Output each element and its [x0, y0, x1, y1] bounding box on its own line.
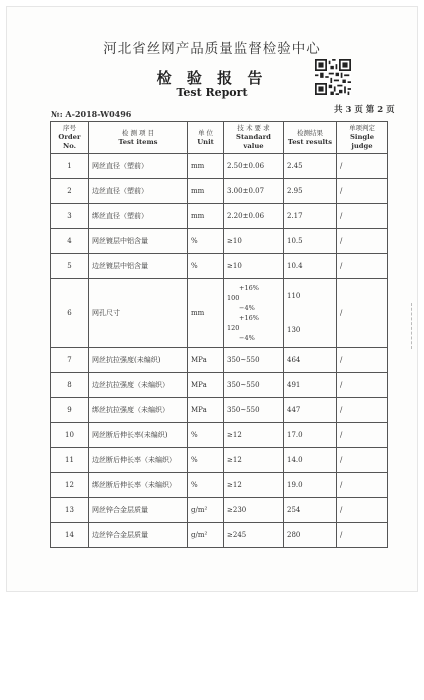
- cell-order-no: 2: [51, 179, 89, 204]
- result-value: 110: [287, 292, 301, 300]
- table-row: [51, 229, 388, 254]
- cell-result: 10.5: [284, 229, 337, 254]
- cell-judge: /: [337, 473, 388, 498]
- cell-order-no: 4: [51, 229, 89, 254]
- cell-order-no: 7: [51, 348, 89, 373]
- cell-test-item: 网丝镀层中铝含量: [89, 229, 188, 254]
- cell-judge: /: [337, 204, 388, 229]
- cell-standard-tolerance: [224, 279, 284, 348]
- cell-test-item: 边丝镀层中铝含量: [89, 254, 188, 279]
- cell-result: [284, 279, 337, 348]
- cell-order-no: 8: [51, 373, 89, 398]
- cell-unit: mm: [188, 279, 224, 348]
- blank-area: [0, 596, 424, 700]
- cell-result: 19.0: [284, 473, 337, 498]
- cell-judge: /: [337, 498, 388, 523]
- tolerance-plus: +16%: [239, 284, 259, 292]
- qr-code-icon: [315, 59, 351, 95]
- cell-test-item: 网丝直径（塑前）: [89, 154, 188, 179]
- cell-result: 14.0: [284, 448, 337, 473]
- cell-standard: ≥12: [224, 448, 284, 473]
- cell-result: 254: [284, 498, 337, 523]
- cell-judge: /: [337, 179, 388, 204]
- page-indicator: 共 3 页 第 2 页: [334, 105, 395, 115]
- cell-judge: /: [337, 523, 388, 548]
- cell-unit: %: [188, 448, 224, 473]
- header-standard-value: 技 术 要 求 Standard value: [224, 122, 284, 154]
- cell-standard: 350~550: [224, 373, 284, 398]
- header-single-judge: 单项判定 Single judge: [337, 122, 388, 154]
- cell-unit: MPa: [188, 373, 224, 398]
- cell-judge: /: [337, 154, 388, 179]
- cell-order-no: 1: [51, 154, 89, 179]
- cell-judge: /: [337, 229, 388, 254]
- table-row: [51, 179, 388, 204]
- cell-judge: /: [337, 279, 388, 348]
- table-row: [51, 279, 388, 348]
- cell-unit: %: [188, 423, 224, 448]
- cell-result: 17.0: [284, 423, 337, 448]
- cell-judge: /: [337, 448, 388, 473]
- tolerance-minus: −4%: [239, 304, 255, 312]
- table-header-row: [51, 122, 388, 154]
- report-title-cn: 检 验 报 告: [156, 69, 268, 87]
- cell-result: 464: [284, 348, 337, 373]
- cell-test-item: 边丝抗拉强度（未编织）: [89, 373, 188, 398]
- cell-judge: /: [337, 398, 388, 423]
- cell-result: 2.95: [284, 179, 337, 204]
- tolerance-plus: +16%: [239, 314, 259, 322]
- cell-standard: ≥10: [224, 229, 284, 254]
- cell-test-item: 边丝锌合金层质量: [89, 523, 188, 548]
- cell-result: 10.4: [284, 254, 337, 279]
- cell-test-item: 边丝断后伸长率（未编织）: [89, 448, 188, 473]
- cell-standard: 2.20±0.06: [224, 204, 284, 229]
- cell-test-item: 网孔尺寸: [89, 279, 188, 348]
- cell-judge: /: [337, 254, 388, 279]
- cell-result: 447: [284, 398, 337, 423]
- cell-standard: 350~550: [224, 348, 284, 373]
- cell-order-no: 5: [51, 254, 89, 279]
- cell-order-no: 9: [51, 398, 89, 423]
- cell-standard: 350~550: [224, 398, 284, 423]
- cell-unit: %: [188, 229, 224, 254]
- table-row: [51, 398, 388, 423]
- cell-result: 2.45: [284, 154, 337, 179]
- results-table: [50, 121, 388, 548]
- table-row: [51, 423, 388, 448]
- cell-test-item: 绑丝抗拉强度（未编织）: [89, 398, 188, 423]
- cell-unit: g/m²: [188, 498, 224, 523]
- cell-standard: ≥230: [224, 498, 284, 523]
- nominal-value: 120: [227, 324, 240, 332]
- cell-test-item: 绑丝断后伸长率（未编织）: [89, 473, 188, 498]
- header-order-no: 序号 Order No.: [51, 122, 89, 154]
- result-value: 130: [287, 326, 301, 334]
- cell-unit: MPa: [188, 348, 224, 373]
- cell-standard: 3.00±0.07: [224, 179, 284, 204]
- cell-unit: mm: [188, 179, 224, 204]
- cell-order-no: 6: [51, 279, 89, 348]
- perforation-seal-edge: [411, 303, 418, 349]
- cell-order-no: 3: [51, 204, 89, 229]
- table-row: [51, 154, 388, 179]
- cell-standard: ≥12: [224, 423, 284, 448]
- table-row: [51, 448, 388, 473]
- cell-standard: ≥12: [224, 473, 284, 498]
- cell-order-no: 11: [51, 448, 89, 473]
- table-row: [51, 373, 388, 398]
- header-test-items: 检 测 项 目 Test items: [89, 122, 188, 154]
- cell-test-item: 边丝直径（塑前）: [89, 179, 188, 204]
- cell-unit: MPa: [188, 398, 224, 423]
- cell-test-item: 绑丝直径（塑前）: [89, 204, 188, 229]
- cell-test-item: 网丝抗拉强度(未编织): [89, 348, 188, 373]
- table-row: [51, 204, 388, 229]
- table-row: [51, 473, 388, 498]
- table-row: [51, 254, 388, 279]
- nominal-value: 100: [227, 294, 240, 302]
- cell-judge: /: [337, 423, 388, 448]
- cell-test-item: 网丝断后伸长率(未编织): [89, 423, 188, 448]
- cell-judge: /: [337, 348, 388, 373]
- header-unit: 单 位 Unit: [188, 122, 224, 154]
- cell-order-no: 10: [51, 423, 89, 448]
- cell-standard: ≥245: [224, 523, 284, 548]
- report-title-en: Test Report: [176, 86, 248, 99]
- cell-order-no: 14: [51, 523, 89, 548]
- table-row: [51, 498, 388, 523]
- header-test-results: 检测结果 Test results: [284, 122, 337, 154]
- report-page: [6, 6, 418, 592]
- cell-result: 280: [284, 523, 337, 548]
- cell-order-no: 12: [51, 473, 89, 498]
- cell-result: 491: [284, 373, 337, 398]
- cell-unit: mm: [188, 154, 224, 179]
- tolerance-minus: −4%: [239, 334, 255, 342]
- cell-unit: %: [188, 473, 224, 498]
- cell-standard: 2.50±0.06: [224, 154, 284, 179]
- cell-result: 2.17: [284, 204, 337, 229]
- cell-judge: /: [337, 373, 388, 398]
- cell-unit: mm: [188, 204, 224, 229]
- cell-test-item: 网丝锌合金层质量: [89, 498, 188, 523]
- cell-standard: ≥10: [224, 254, 284, 279]
- cell-unit: %: [188, 254, 224, 279]
- organization-name: 河北省丝网产品质量监督检验中心: [103, 41, 321, 57]
- table-row: [51, 523, 388, 548]
- cell-unit: g/m²: [188, 523, 224, 548]
- cell-order-no: 13: [51, 498, 89, 523]
- table-row: [51, 348, 388, 373]
- report-number: №: A-2018-W0496: [51, 109, 132, 119]
